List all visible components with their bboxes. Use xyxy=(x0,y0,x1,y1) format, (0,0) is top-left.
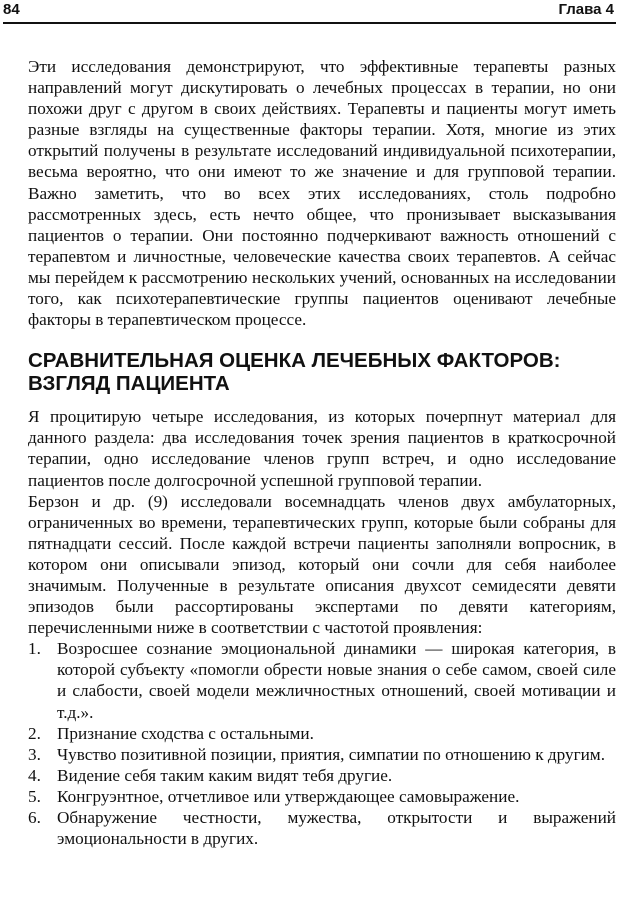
list-number: 2. xyxy=(28,723,41,743)
list-item xyxy=(28,807,616,849)
list-item xyxy=(28,638,616,722)
list-text: Возросшее сознание эмоциональной динамики — широкая категория, в которой субъекту «помогли обрести новые знания о себе самом, своей силе и слабости, своей модели межличностных отношений, своей мотивации и т.д.». xyxy=(57,639,616,722)
list-number: 4. xyxy=(28,765,41,785)
list-text: Признание сходства с остальными. xyxy=(57,723,314,743)
page-body xyxy=(28,56,616,849)
page-number: 84 xyxy=(3,1,20,18)
list-number: 1. xyxy=(28,639,41,659)
chapter-title: Глава 4 xyxy=(558,1,614,18)
list-number: 5. xyxy=(28,786,41,806)
list-text: Видение себя таким каким видят тебя другие. xyxy=(57,765,393,785)
list-text: Чувство позитивной позиции, приятия, симпатии по отношению к другим. xyxy=(57,744,605,764)
studies-paragraph: Я процитирую четыре исследования, из которых почерпнут материал для данного раздела: два исследования точек зрения пациентов в краткосрочной терапии, одно исследование членов групп встреч, и одно исследование пациентов после долгосрочной успешной групповой терапии. xyxy=(28,407,616,490)
list-number: 3. xyxy=(28,744,41,764)
list-number: 6. xyxy=(28,808,41,827)
section-heading: СРАВНИТЕЛЬНАЯ ОЦЕНКА ЛЕЧЕБНЫХ ФАКТОРОВ: ВЗГЛЯД ПАЦИЕНТА xyxy=(28,349,561,395)
list-text: Конгруэнтное, отчетливое или утверждающее самовыражение. xyxy=(57,786,520,806)
intro-paragraph: Эти исследования демонстрируют, что эффективные терапевты разных направлений могут дискутировать о лечебных процессах в терапии, но они похожи друг с другом в своих действиях. Терапевты и пациенты могут иметь разные взгляды на существенные факторы терапии. Хотя, многие из этих открытий получены в результате исследований индивидуальной психотерапии, весьма вероятно, что они имеют то же значение и для групповой терапии. Важно заметить, что во всех этих исследованиях, столь подробно рассмотренных здесь, есть нечто общее, что пронизывает высказывания пациентов о терапии. Они постоянно подчеркивают важность отношений с терапевтом и личностные, человеческие качества своих терапевтов. А сейчас мы перейдем к рассмотрению нескольких учений, основанных на исследовании того, как психотерапевтические группы пациентов оценивают лечебные факторы в терапевтическом процессе. xyxy=(28,57,616,330)
berzon-paragraph: Берзон и др. (9) исследовали восемнадцать членов двух амбулаторных, ограниченных во времени, терапевтических групп, которые были собраны для пятнадцати сессий. После каждой встречи пациенты заполняли вопросник, в котором они описывали эпизод, который они сочли для себя наиболее значимым. Полученные в результате описания двухсот семидесяти девяти эпизодов были рассортированы экспертами по девяти категориям, перечисленными ниже в соответствии с частотой проявления: xyxy=(28,491,616,638)
factor-list xyxy=(28,638,616,849)
list-text: Обнаружение честности, мужества, открытости и выражений эмоциональности в других. xyxy=(57,808,616,849)
list-item xyxy=(28,786,616,807)
list-item xyxy=(28,765,616,786)
list-item xyxy=(28,723,616,744)
page-header xyxy=(3,0,616,24)
list-item xyxy=(28,744,616,765)
